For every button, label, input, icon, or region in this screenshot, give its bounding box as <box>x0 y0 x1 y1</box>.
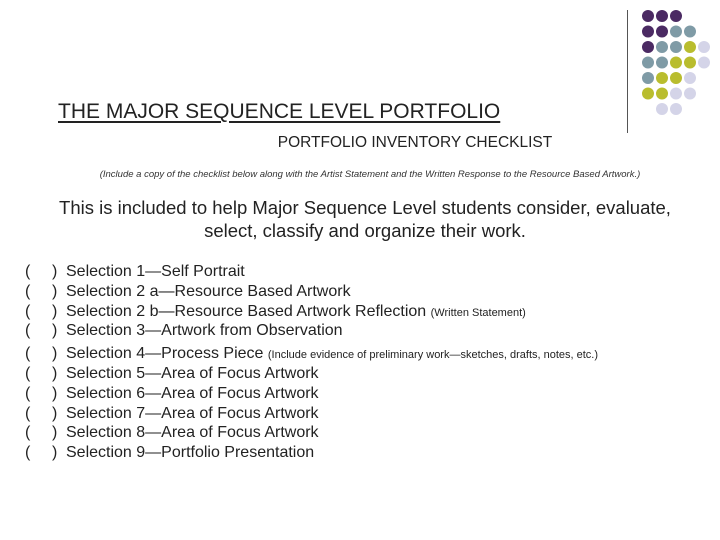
checkbox-open-bracket[interactable]: ( <box>25 444 31 462</box>
checklist-item-detail: (Written Statement) <box>430 306 526 319</box>
checklist <box>25 262 715 463</box>
decorative-dot <box>642 10 654 22</box>
checklist-item-label: Selection 6—Area of Focus Artwork <box>66 384 319 402</box>
checkbox-open-bracket[interactable]: ( <box>25 345 31 363</box>
checklist-item-label: Selection 2 b—Resource Based Artwork Reflection <box>66 302 427 320</box>
decorative-dot <box>656 88 668 100</box>
decorative-dot <box>656 57 668 69</box>
checklist-item <box>25 344 715 364</box>
checklist-item-label: Selection 2 a—Resource Based Artwork <box>66 282 351 300</box>
checkbox-close-bracket[interactable]: ) <box>52 364 58 382</box>
decorative-dot <box>684 72 696 84</box>
decorative-dot <box>642 72 654 84</box>
checklist-item <box>25 423 715 443</box>
decorative-dot <box>642 26 654 38</box>
checkbox-close-bracket[interactable]: ) <box>52 263 58 280</box>
checklist-item <box>25 302 715 322</box>
checkbox-open-bracket[interactable]: ( <box>25 404 31 422</box>
checkbox-close-bracket[interactable]: ) <box>52 302 58 320</box>
decorative-dot <box>684 88 696 100</box>
checklist-item-label: Selection 4—Process Piece <box>66 345 264 363</box>
checkbox-close-bracket[interactable]: ) <box>52 345 58 363</box>
checkbox-close-bracket[interactable]: ) <box>52 384 58 402</box>
decorative-dot <box>656 103 668 115</box>
checkbox-close-bracket[interactable]: ) <box>52 322 58 340</box>
decorative-dot <box>670 26 682 38</box>
decorative-dot <box>698 57 710 69</box>
checkbox-close-bracket[interactable]: ) <box>52 404 58 422</box>
header-divider-line <box>627 10 628 133</box>
decorative-dot <box>642 41 654 53</box>
checkbox-close-bracket[interactable]: ) <box>52 424 58 442</box>
page-subtitle: PORTFOLIO INVENTORY CHECKLIST <box>277 134 553 151</box>
checklist-item-label: Selection 1—Self Portrait <box>66 263 245 280</box>
decorative-dot <box>684 26 696 38</box>
decorative-dot <box>670 103 682 115</box>
decorative-dot <box>656 72 668 84</box>
checklist-item-detail: (Include evidence of preliminary work—sketches, drafts, notes, etc.) <box>267 349 599 362</box>
decorative-dot-grid <box>642 10 720 130</box>
decorative-dot <box>642 88 654 100</box>
checklist-item-label: Selection 5—Area of Focus Artwork <box>66 364 319 382</box>
decorative-dot <box>670 72 682 84</box>
decorative-dot <box>670 88 682 100</box>
checklist-item-label: Selection 7—Area of Focus Artwork <box>66 404 319 422</box>
checkbox-open-bracket[interactable]: ( <box>25 302 31 320</box>
decorative-dot <box>642 57 654 69</box>
decorative-dot <box>670 10 682 22</box>
checkbox-close-bracket[interactable]: ) <box>52 282 58 300</box>
checklist-item <box>25 282 715 302</box>
decorative-dot <box>698 41 710 53</box>
decorative-dot <box>684 57 696 69</box>
checkbox-open-bracket[interactable]: ( <box>25 424 31 442</box>
checkbox-open-bracket[interactable]: ( <box>25 364 31 382</box>
checklist-item <box>25 262 715 282</box>
intro-paragraph: This is included to help Major Sequence Level students consider, evaluate, select, classify and organize their work. <box>59 197 671 241</box>
checklist-item <box>25 384 715 404</box>
checklist-item <box>25 404 715 424</box>
decorative-dot <box>656 26 668 38</box>
decorative-dot <box>684 41 696 53</box>
decorative-dot <box>670 41 682 53</box>
checkbox-open-bracket[interactable]: ( <box>25 263 31 280</box>
checkbox-open-bracket[interactable]: ( <box>25 322 31 340</box>
instruction-note: (Include a copy of the checklist below along with the Artist Statement and the Written Response to the Resource Based Artwork.) <box>99 169 641 180</box>
decorative-dot <box>656 41 668 53</box>
checkbox-close-bracket[interactable]: ) <box>52 444 58 462</box>
page-title: THE MAJOR SEQUENCE LEVEL PORTFOLIO <box>58 100 501 123</box>
checklist-item <box>25 364 715 384</box>
checkbox-open-bracket[interactable]: ( <box>25 282 31 300</box>
checklist-item <box>25 321 715 341</box>
checkbox-open-bracket[interactable]: ( <box>25 384 31 402</box>
decorative-dot <box>670 57 682 69</box>
checklist-item-label: Selection 8—Area of Focus Artwork <box>66 424 319 442</box>
checklist-item <box>25 443 715 463</box>
checklist-item-label: Selection 9—Portfolio Presentation <box>66 444 315 462</box>
checklist-item-label: Selection 3—Artwork from Observation <box>66 322 343 340</box>
decorative-dot <box>656 10 668 22</box>
